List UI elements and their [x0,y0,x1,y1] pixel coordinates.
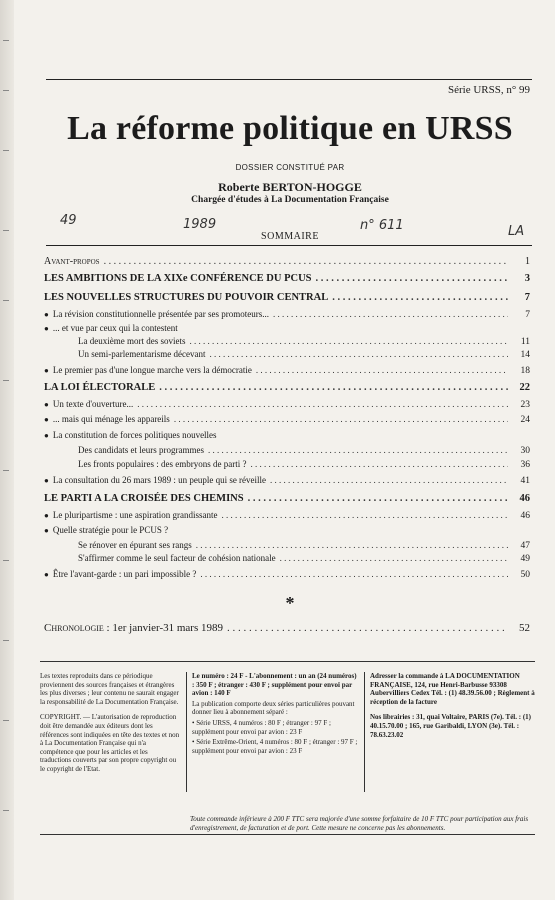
toc-label-text: Les fronts populaires : des embryons de parti ? [78,459,247,469]
bullet-icon: ● [44,324,49,333]
toc-page: 23 [520,400,530,410]
footer-middle [192,672,360,762]
scanned-page-edge [0,0,14,900]
toc-label-text: LA LOI ÉLECTORALE [44,382,156,393]
leader-dots [104,256,508,267]
bullet-icon: ● [44,310,49,319]
toc-label-text: La consultation du 26 mars 1989 : un peuple qui se réveille [52,475,267,485]
toc-page: 49 [520,554,530,564]
bullet-icon: ● [44,511,49,520]
toc-page: 14 [520,350,530,360]
toc-label-text: La constitution de forces politiques nouvelles [52,430,217,440]
toc-label-text: Un texte d'ouverture... [52,399,134,409]
bullet-icon: ● [44,431,49,440]
toc-label [44,475,266,485]
top-rule [46,79,532,80]
document-title: La réforme politique en URSS [67,110,513,147]
leader-dots [137,399,508,409]
toc-page: 24 [520,415,530,425]
toc-page: 52 [519,622,530,634]
toc-page: 11 [520,337,530,347]
toc-label-text: Être l'avant-garde : un pari impossible ? [52,569,197,579]
leader-dots [256,365,508,375]
leader-dots [222,510,508,520]
bullet-icon: ● [44,400,49,409]
toc-label [44,323,178,333]
toc-page: 30 [520,446,530,456]
footer-divider [364,672,365,792]
toc-page: 47 [520,541,530,551]
toc-page: 7 [524,292,530,303]
toc-entry [44,430,530,443]
handwritten-note: n° 611 [360,218,404,233]
toc-label [78,540,192,550]
toc-label-text: Le pluripartisme : une aspiration grandissante [52,510,218,520]
toc-label-text: LES AMBITIONS DE LA XIXe CONFÉRENCE DU PCUS [44,273,312,284]
sommaire-heading: SOMMAIRE [261,231,319,242]
toc-label [78,445,204,455]
toc-label-text: ... et vue par ceux qui la contestent [52,323,178,333]
toc-page: 22 [519,382,530,393]
toc-entry [44,525,530,538]
bullet-icon: ● [44,415,49,424]
leader-dots [196,540,508,550]
leader-dots [227,622,508,634]
series-info: La publication comporte deux séries particulières pouvant donner lieu à abonnement séparé : [192,699,355,717]
toc-label [78,553,276,563]
toc-entry [44,493,530,506]
toc-page: 7 [525,310,530,320]
toc-page: 41 [520,476,530,486]
toc-entry [78,540,530,553]
toc-label [78,459,246,469]
footer-copyright: COPYRIGHT. — L'autorisation de reproduction doit être demandée aux éditeurs dont les références sont indiquées en tête des textes et non à La Documentation Française qui n'a compétence que pour les articles et les traductions couverts par son propre copyright ou le copyright de l'Etat. [40,713,180,773]
author-name: Roberte BERTON-HOGGE [218,180,362,194]
toc-page: 18 [520,366,530,376]
toc-label-text: LE PARTI A LA CROISÉE DES CHEMINS [44,493,244,504]
toc-entry [78,445,530,458]
leader-dots [250,459,508,469]
author-role: Chargée d'études à La Documentation Française [191,195,389,205]
toc-entry [44,414,530,427]
handwritten-note: 1989 [183,217,217,232]
handwritten-note: 49 [60,213,77,228]
toc-entry [44,256,530,269]
series-orient-price: • Série Extrême-Orient, 4 numéros : 80 F ; étranger : 97 F ; supplément pour envoi par avion : 23 F [192,738,358,755]
leader-dots [316,273,509,284]
order-note: Toute commande inférieure à 200 F TTC sera majorée d'une somme forfaitaire de 10 F TTC pour participation aux frais d'enregistrement, de facturation et de port. Cette mesure ne concerne pas les abonnements. [190,815,529,832]
toc-label [44,525,168,535]
toc-label-text: Un semi-parlementarisme décevant [78,349,206,359]
toc-entry [78,349,530,362]
toc-page: 46 [519,493,530,504]
leader-dots [209,349,508,359]
order-address: Adresser la commande à LA DOCUMENTATION FRANÇAISE, 124, rue Henri-Barbusse 93308 Aubervilliers Cedex Tél. : (1) 48.39.56.00 ; Règlement à réception de la facture [370,672,535,706]
toc-label [44,273,312,284]
toc-page: 36 [520,460,530,470]
dossier-label: DOSSIER CONSTITUÉ PAR [235,163,345,172]
toc-entry [44,273,530,286]
toc-page: 50 [520,570,530,580]
toc-entry-chronologie [44,622,530,635]
toc-label-text: Des candidats et leurs programmes [78,445,204,455]
toc-entry [78,336,530,349]
toc-label-text: Se rénover en épurant ses rangs [78,540,192,550]
asterism: * [285,593,295,613]
leader-dots [280,553,508,563]
toc-entry [44,399,530,412]
leader-dots [189,336,508,346]
leader-dots [270,475,508,485]
leader-dots [159,382,508,393]
leader-dots [332,292,508,303]
leader-dots [174,414,508,424]
toc-label [44,569,196,579]
toc-label [44,382,155,393]
toc-label [44,399,133,409]
toc-label-text: LES NOUVELLES STRUCTURES DU POUVOIR CENTRAL [44,292,329,303]
toc-entry [44,510,530,523]
bullet-icon: ● [44,570,49,579]
toc-label [44,414,170,424]
toc-page: 1 [525,256,530,267]
toc-label [78,336,185,346]
toc-label-text: Le premier pas d'une longue marche vers la démocratie [52,365,252,375]
toc-page: 46 [520,511,530,521]
toc-label [44,365,252,375]
leader-dots [200,569,508,579]
footer-right [370,672,535,746]
footer-divider [186,672,187,792]
toc-label-text: Quelle stratégie pour le PCUS ? [52,525,169,535]
toc-page: 3 [524,273,530,284]
price-info: Le numéro : 24 F - L'abonnement : un an (24 numéros) : 350 F ; étranger : 430 F ; supplément pour envoi par avion : 140 F [192,672,357,698]
sommaire-rule [46,245,532,246]
toc-entry [44,475,530,488]
toc-label-text: La révision constitutionnelle présentée par ses promoteurs... [52,309,270,319]
leader-dots [248,493,508,504]
toc-label [44,493,244,504]
footer-disclaimer: Les textes reproduits dans ce périodique proviennent des sources françaises et étrangères les plus diverses ; leur contenu ne saurait engager la responsabilité de La Documentation Française. [40,672,179,706]
toc-label-text: ... mais qui ménage les appareils [52,414,170,424]
toc-label [44,510,218,520]
toc-entry [78,459,530,472]
leader-dots [273,309,508,319]
toc-label [44,309,269,319]
bookshop-addresses: Nos librairies : 31, quai Voltaire, PARIS (7e). Tél. : (1) 40.15.70.00 ; 165, rue Garibaldi, LYON (3e). Tél. : 78.63.23.02 [370,713,531,739]
leader-dots [208,445,508,455]
toc-label [44,256,100,267]
toc-label-text: S'affirmer comme le seul facteur de cohésion nationale [78,553,276,563]
chronologie-label: Chronologie : [44,622,113,634]
toc-entry [44,309,530,322]
toc-label [44,292,328,303]
series-label: Série URSS, n° 99 [447,84,530,96]
handwritten-note: LA [508,224,525,239]
toc-entry [78,553,530,566]
chronologie-dates: 1er janvier-31 mars 1989 [112,622,224,634]
bullet-icon: ● [44,526,49,535]
toc-label [78,349,205,359]
toc-entry [44,365,530,378]
toc-entry [44,382,530,395]
toc-label-text: La deuxième mort des soviets [78,336,186,346]
series-urss-price: • Série URSS, 4 numéros : 80 F ; étranger : 97 F ; supplément pour envoi par avion : 23 F [192,718,331,736]
bullet-icon: ● [44,476,49,485]
bullet-icon: ● [44,366,49,375]
toc-entry [44,569,530,582]
toc-label [44,430,217,440]
toc-entry [44,292,530,305]
toc-entry [44,323,530,336]
footer-left [40,672,180,781]
toc-label-text: Avant-propos [44,256,100,267]
